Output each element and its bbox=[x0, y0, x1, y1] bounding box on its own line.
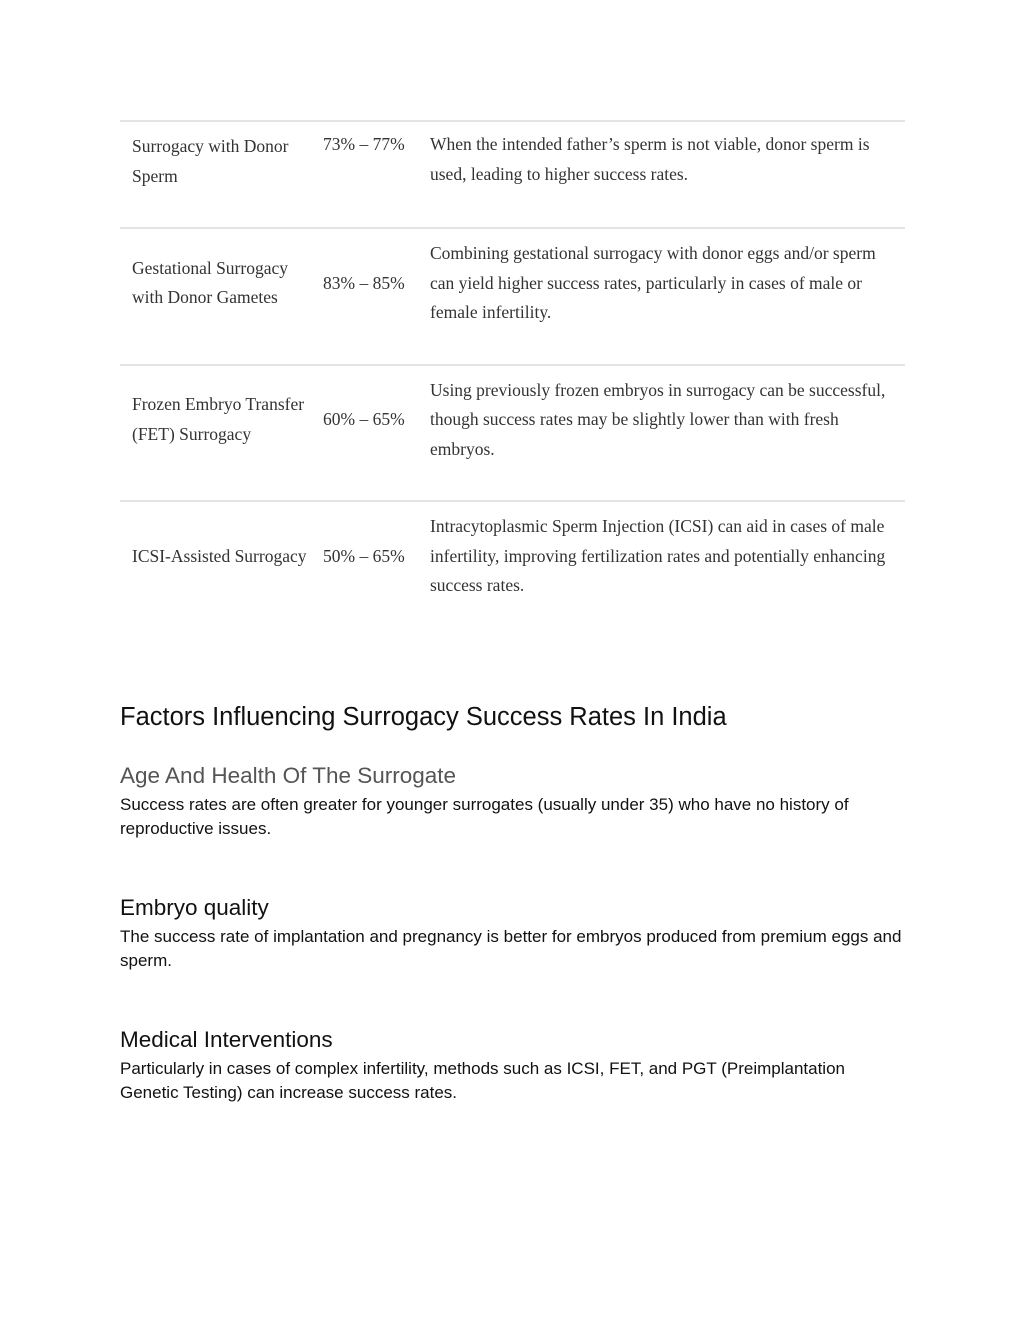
success-rate-cell: 60% – 65% bbox=[323, 409, 405, 429]
factor-text: Success rates are often greater for younger surrogates (usually under 35) who have no history of reproductive issues. bbox=[120, 794, 849, 838]
section-title: Factors Influencing Surrogacy Success Rates In India bbox=[120, 702, 727, 731]
factor-text: The success rate of implantation and pregnancy is better for embryos produced from premium eggs and sperm. bbox=[120, 926, 902, 970]
description-cell: Using previously frozen embryos in surrogacy can be successful, though success rates may be slightly lower than with fresh embryos. bbox=[430, 379, 886, 459]
factor-medical-interventions bbox=[120, 1025, 905, 1105]
factor-age-health bbox=[120, 761, 905, 841]
table-row bbox=[120, 501, 905, 621]
surrogacy-type-cell: Frozen Embryo Transfer (FET) Surrogacy bbox=[132, 394, 305, 444]
surrogacy-type-cell: Gestational Surrogacy with Donor Gametes bbox=[132, 257, 288, 308]
table-row bbox=[120, 228, 905, 365]
surrogacy-type-cell: Surrogacy with Donor Sperm bbox=[132, 136, 289, 186]
description-cell: Intracytoplasmic Sperm Injection (ICSI) can aid in cases of male infertility, improving fertilization rates and potentially enhancing success rates. bbox=[430, 516, 886, 595]
surrogacy-type-cell: ICSI-Assisted Surrogacy bbox=[132, 545, 307, 566]
factor-text: Particularly in cases of complex infertility, methods such as ICSI, FET, and PGT (Preimplantation Genetic Testing) can increase success rates. bbox=[120, 1058, 845, 1102]
success-rates-table bbox=[120, 120, 905, 621]
description-cell: Combining gestational surrogacy with donor eggs and/or sperm can yield higher success rates, particularly in cases of male or female infertility. bbox=[430, 243, 876, 322]
success-rate-cell: 50% – 65% bbox=[323, 545, 405, 566]
table-row bbox=[120, 365, 905, 502]
document-page bbox=[120, 120, 905, 1105]
success-rate-cell: 83% – 85% bbox=[323, 272, 405, 293]
factor-heading: Medical Interventions bbox=[120, 1026, 333, 1052]
table-row bbox=[120, 121, 905, 228]
factor-heading: Age And Health Of The Surrogate bbox=[120, 762, 457, 788]
factor-embryo-quality bbox=[120, 893, 905, 973]
success-rate-cell: 73% – 77% bbox=[323, 134, 405, 154]
description-cell: When the intended father’s sperm is not viable, donor sperm is used, leading to higher success rates. bbox=[430, 134, 870, 184]
factor-heading: Embryo quality bbox=[120, 894, 269, 920]
